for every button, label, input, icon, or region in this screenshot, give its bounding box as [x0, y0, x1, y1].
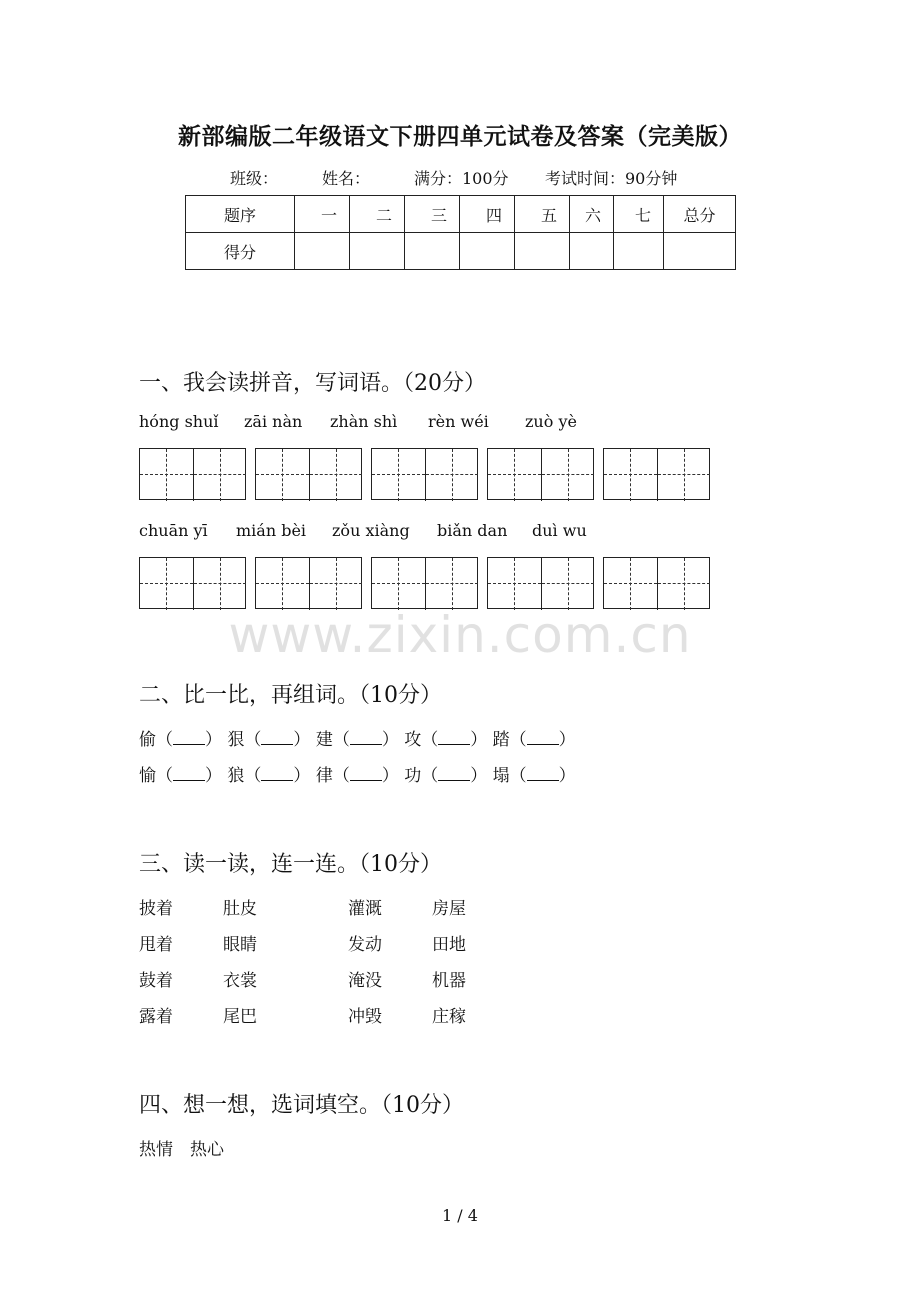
- section-3-heading: 三、读一读，连一连。（10分）: [139, 852, 442, 877]
- answer-blank[interactable]: [261, 768, 293, 781]
- guide-line: [514, 449, 515, 501]
- score-row-label: 得分: [186, 233, 295, 270]
- total-column: 总分: [664, 196, 736, 233]
- pinyin-label: zuò yè: [525, 412, 577, 431]
- column-4: 四: [460, 196, 515, 233]
- score-cell[interactable]: [570, 233, 614, 270]
- guide-line: [630, 449, 631, 501]
- writing-cell[interactable]: [604, 558, 657, 610]
- guide-line: [166, 449, 167, 501]
- guide-line: [630, 558, 631, 610]
- guide-line: [684, 558, 685, 610]
- writing-cell[interactable]: [488, 449, 541, 501]
- writing-cell[interactable]: [193, 558, 246, 610]
- writing-cell[interactable]: [488, 558, 541, 610]
- guide-line: [336, 449, 337, 501]
- guide-line: [398, 558, 399, 610]
- exam-time-label: 考试时间：90分钟: [545, 169, 678, 188]
- section-1-heading: 一、我会读拼音，写词语。（20分）: [139, 371, 486, 396]
- writing-cell[interactable]: [541, 449, 594, 501]
- guide-line: [684, 449, 685, 501]
- writing-cell[interactable]: [309, 558, 362, 610]
- section-4-heading: 四、想一想，选词填空。（10分）: [139, 1093, 464, 1118]
- guide-line: [398, 449, 399, 501]
- writing-cell[interactable]: [256, 449, 309, 501]
- compare-row-2: 愉（ ） 狼（ ） 律（ ） 功（ ） 塌（ ）: [139, 766, 576, 786]
- writing-grid[interactable]: [603, 448, 710, 500]
- writing-cell[interactable]: [657, 558, 710, 610]
- compare-char: 塌: [492, 766, 510, 786]
- word-choices: 热情 热心: [139, 1140, 224, 1160]
- compare-char: 愉: [139, 766, 156, 786]
- pinyin-label: hóng shuǐ: [139, 412, 219, 431]
- writing-grid[interactable]: [371, 448, 478, 500]
- column-7: 七: [614, 196, 664, 233]
- answer-blank[interactable]: [350, 732, 382, 745]
- match-word[interactable]: 庄稼: [432, 1007, 466, 1027]
- full-score-label: 满分：100分: [414, 169, 509, 188]
- match-word[interactable]: 鼓着: [139, 971, 173, 991]
- writing-cell[interactable]: [140, 558, 193, 610]
- guide-line: [282, 558, 283, 610]
- column-2: 二: [350, 196, 405, 233]
- writing-grid[interactable]: [487, 557, 594, 609]
- column-5: 五: [515, 196, 570, 233]
- answer-blank[interactable]: [527, 732, 559, 745]
- writing-grid[interactable]: [255, 557, 362, 609]
- answer-blank[interactable]: [261, 732, 293, 745]
- score-cell[interactable]: [664, 233, 736, 270]
- score-cell[interactable]: [460, 233, 515, 270]
- page-number: 1 / 4: [442, 1206, 478, 1225]
- match-word[interactable]: 衣裳: [223, 971, 257, 991]
- compare-char: 攻: [404, 730, 422, 750]
- answer-blank[interactable]: [438, 732, 470, 745]
- match-word[interactable]: 尾巴: [223, 1007, 257, 1027]
- writing-cell[interactable]: [193, 449, 246, 501]
- score-table-score-row: [186, 233, 736, 270]
- writing-cell[interactable]: [657, 449, 710, 501]
- guide-line: [220, 558, 221, 610]
- score-table: [185, 195, 736, 270]
- writing-cell[interactable]: [372, 449, 425, 501]
- score-table-header-row: [186, 196, 736, 233]
- section-2-heading: 二、比一比，再组词。（10分）: [139, 683, 442, 708]
- pinyin-label: biǎn dan: [437, 521, 508, 540]
- column-3: 三: [405, 196, 460, 233]
- writing-grid[interactable]: [603, 557, 710, 609]
- guide-line: [220, 449, 221, 501]
- match-word[interactable]: 房屋: [432, 899, 466, 919]
- pinyin-label: zǒu xiàng: [332, 521, 410, 540]
- writing-grid[interactable]: [139, 448, 246, 500]
- match-word[interactable]: 发动: [348, 935, 382, 955]
- page-title: 新部编版二年级语文下册四单元试卷及答案（完美版）: [178, 123, 742, 150]
- pinyin-label: zhàn shì: [330, 412, 398, 431]
- pinyin-label: chuān yī: [139, 521, 208, 540]
- compare-char: 偷: [139, 730, 156, 750]
- compare-char: 踏: [492, 730, 510, 750]
- pinyin-label: rèn wéi: [428, 412, 489, 431]
- match-word[interactable]: 冲毁: [348, 1007, 382, 1027]
- writing-grid[interactable]: [255, 448, 362, 500]
- writing-grid[interactable]: [371, 557, 478, 609]
- match-word[interactable]: 披着: [139, 899, 173, 919]
- guide-line: [166, 558, 167, 610]
- match-word[interactable]: 机器: [432, 971, 466, 991]
- answer-blank[interactable]: [527, 768, 559, 781]
- match-word[interactable]: 眼睛: [223, 935, 257, 955]
- name-label: 姓名：: [322, 169, 371, 188]
- guide-line: [452, 558, 453, 610]
- match-word[interactable]: 田地: [432, 935, 466, 955]
- answer-blank[interactable]: [173, 732, 205, 745]
- guide-line: [282, 449, 283, 501]
- writing-cell[interactable]: [425, 558, 478, 610]
- compare-row-1: 偷（ ） 狠（ ） 建（ ） 攻（ ） 踏（ ）: [139, 730, 576, 750]
- compare-char: 建: [315, 730, 333, 750]
- writing-cell[interactable]: [256, 558, 309, 610]
- writing-grid[interactable]: [487, 448, 594, 500]
- score-cell[interactable]: [405, 233, 460, 270]
- guide-line: [568, 558, 569, 610]
- watermark: www.zixin.com.cn: [228, 606, 692, 664]
- guide-line: [514, 558, 515, 610]
- match-word[interactable]: 淹没: [348, 971, 382, 991]
- writing-cell[interactable]: [425, 449, 478, 501]
- column-6: 六: [570, 196, 614, 233]
- score-cell[interactable]: [350, 233, 405, 270]
- answer-blank[interactable]: [173, 768, 205, 781]
- compare-char: 律: [315, 766, 333, 786]
- answer-blank[interactable]: [438, 768, 470, 781]
- score-cell[interactable]: [614, 233, 664, 270]
- match-word[interactable]: 甩着: [139, 935, 173, 955]
- pinyin-label: mián bèi: [236, 521, 307, 540]
- writing-cell[interactable]: [372, 558, 425, 610]
- writing-cell[interactable]: [541, 558, 594, 610]
- compare-char: 功: [404, 766, 422, 786]
- writing-cell[interactable]: [140, 449, 193, 501]
- score-cell[interactable]: [295, 233, 350, 270]
- guide-line: [452, 449, 453, 501]
- column-1: 一: [295, 196, 350, 233]
- pinyin-label: zāi nàn: [244, 412, 303, 431]
- match-word[interactable]: 灌溉: [348, 899, 382, 919]
- guide-line: [336, 558, 337, 610]
- score-row-label: 题序: [186, 196, 295, 233]
- compare-char: 狼: [227, 766, 245, 786]
- writing-grid[interactable]: [139, 557, 246, 609]
- answer-blank[interactable]: [350, 768, 382, 781]
- class-label: 班级：: [230, 169, 279, 188]
- score-cell[interactable]: [515, 233, 570, 270]
- compare-char: 狠: [227, 730, 245, 750]
- writing-cell[interactable]: [309, 449, 362, 501]
- guide-line: [568, 449, 569, 501]
- pinyin-label: duì wu: [532, 521, 587, 540]
- match-word[interactable]: 露着: [139, 1007, 173, 1027]
- match-word[interactable]: 肚皮: [223, 899, 257, 919]
- writing-cell[interactable]: [604, 449, 657, 501]
